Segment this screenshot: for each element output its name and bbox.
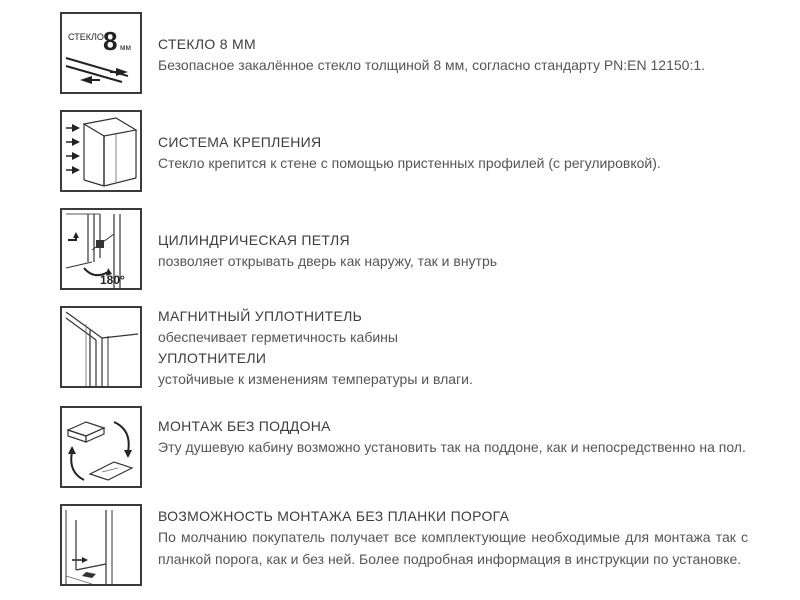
hinge-180-icon bbox=[60, 208, 142, 290]
icon-glass-label: СТЕКЛО bbox=[68, 32, 104, 42]
icon-glass-unit: мм bbox=[120, 43, 131, 52]
feature-description: позволяет открывать дверь как наружу, так и внутрь bbox=[158, 253, 498, 269]
feature-description: Эту душевую кабину возможно установить так на поддоне, как и непосредственно на пол. bbox=[158, 439, 746, 455]
feature-description-secondary: устойчивые к изменениям температуры и влаги. bbox=[158, 371, 473, 387]
icon-hinge-angle: 180° bbox=[100, 273, 125, 287]
no-tray-install-icon bbox=[60, 406, 142, 488]
feature-glass-text bbox=[158, 34, 748, 76]
feature-description: Стекло крепится к стене с помощью пристенных профилей (с регулировкой). bbox=[158, 155, 661, 171]
feature-mounting-text bbox=[158, 132, 748, 174]
feature-description: По молчанию покупатель получает все комплектующие необходимые для монтажа так с планкой порога, как и без ней. Более подробная информация в инструкции по установке. bbox=[158, 529, 748, 567]
icon-glass-value: 8 bbox=[103, 26, 118, 56]
feature-title: МАГНИТНЫЙ УПЛОТНИТЕЛЬ bbox=[158, 308, 363, 324]
wall-mount-icon bbox=[60, 110, 142, 192]
magnetic-seal-icon bbox=[60, 306, 142, 388]
feature-no-tray-text bbox=[158, 416, 748, 458]
feature-threshold-text bbox=[158, 506, 748, 570]
glass-thickness-icon bbox=[60, 12, 142, 94]
feature-title: СИСТЕМА КРЕПЛЕНИЯ bbox=[158, 134, 322, 150]
feature-description: обеспечивает герметичность кабины bbox=[158, 329, 398, 345]
feature-hinge-text bbox=[158, 230, 748, 272]
feature-description: Безопасное закалённое стекло толщиной 8 мм, согласно стандарту PN:EN 12150:1. bbox=[158, 57, 706, 73]
feature-title: СТЕКЛО 8 ММ bbox=[158, 36, 256, 52]
feature-title: ВОЗМОЖНОСТЬ МОНТАЖА БЕЗ ПЛАНКИ ПОРОГА bbox=[158, 508, 510, 524]
feature-title-secondary: УПЛОТНИТЕЛИ bbox=[158, 350, 267, 366]
feature-title: ЦИЛИНДРИЧЕСКАЯ ПЕТЛЯ bbox=[158, 232, 350, 248]
feature-title: МОНТАЖ БЕЗ ПОДДОНА bbox=[158, 418, 331, 434]
threshold-strip-icon bbox=[60, 504, 142, 586]
feature-seal-text bbox=[158, 306, 748, 390]
